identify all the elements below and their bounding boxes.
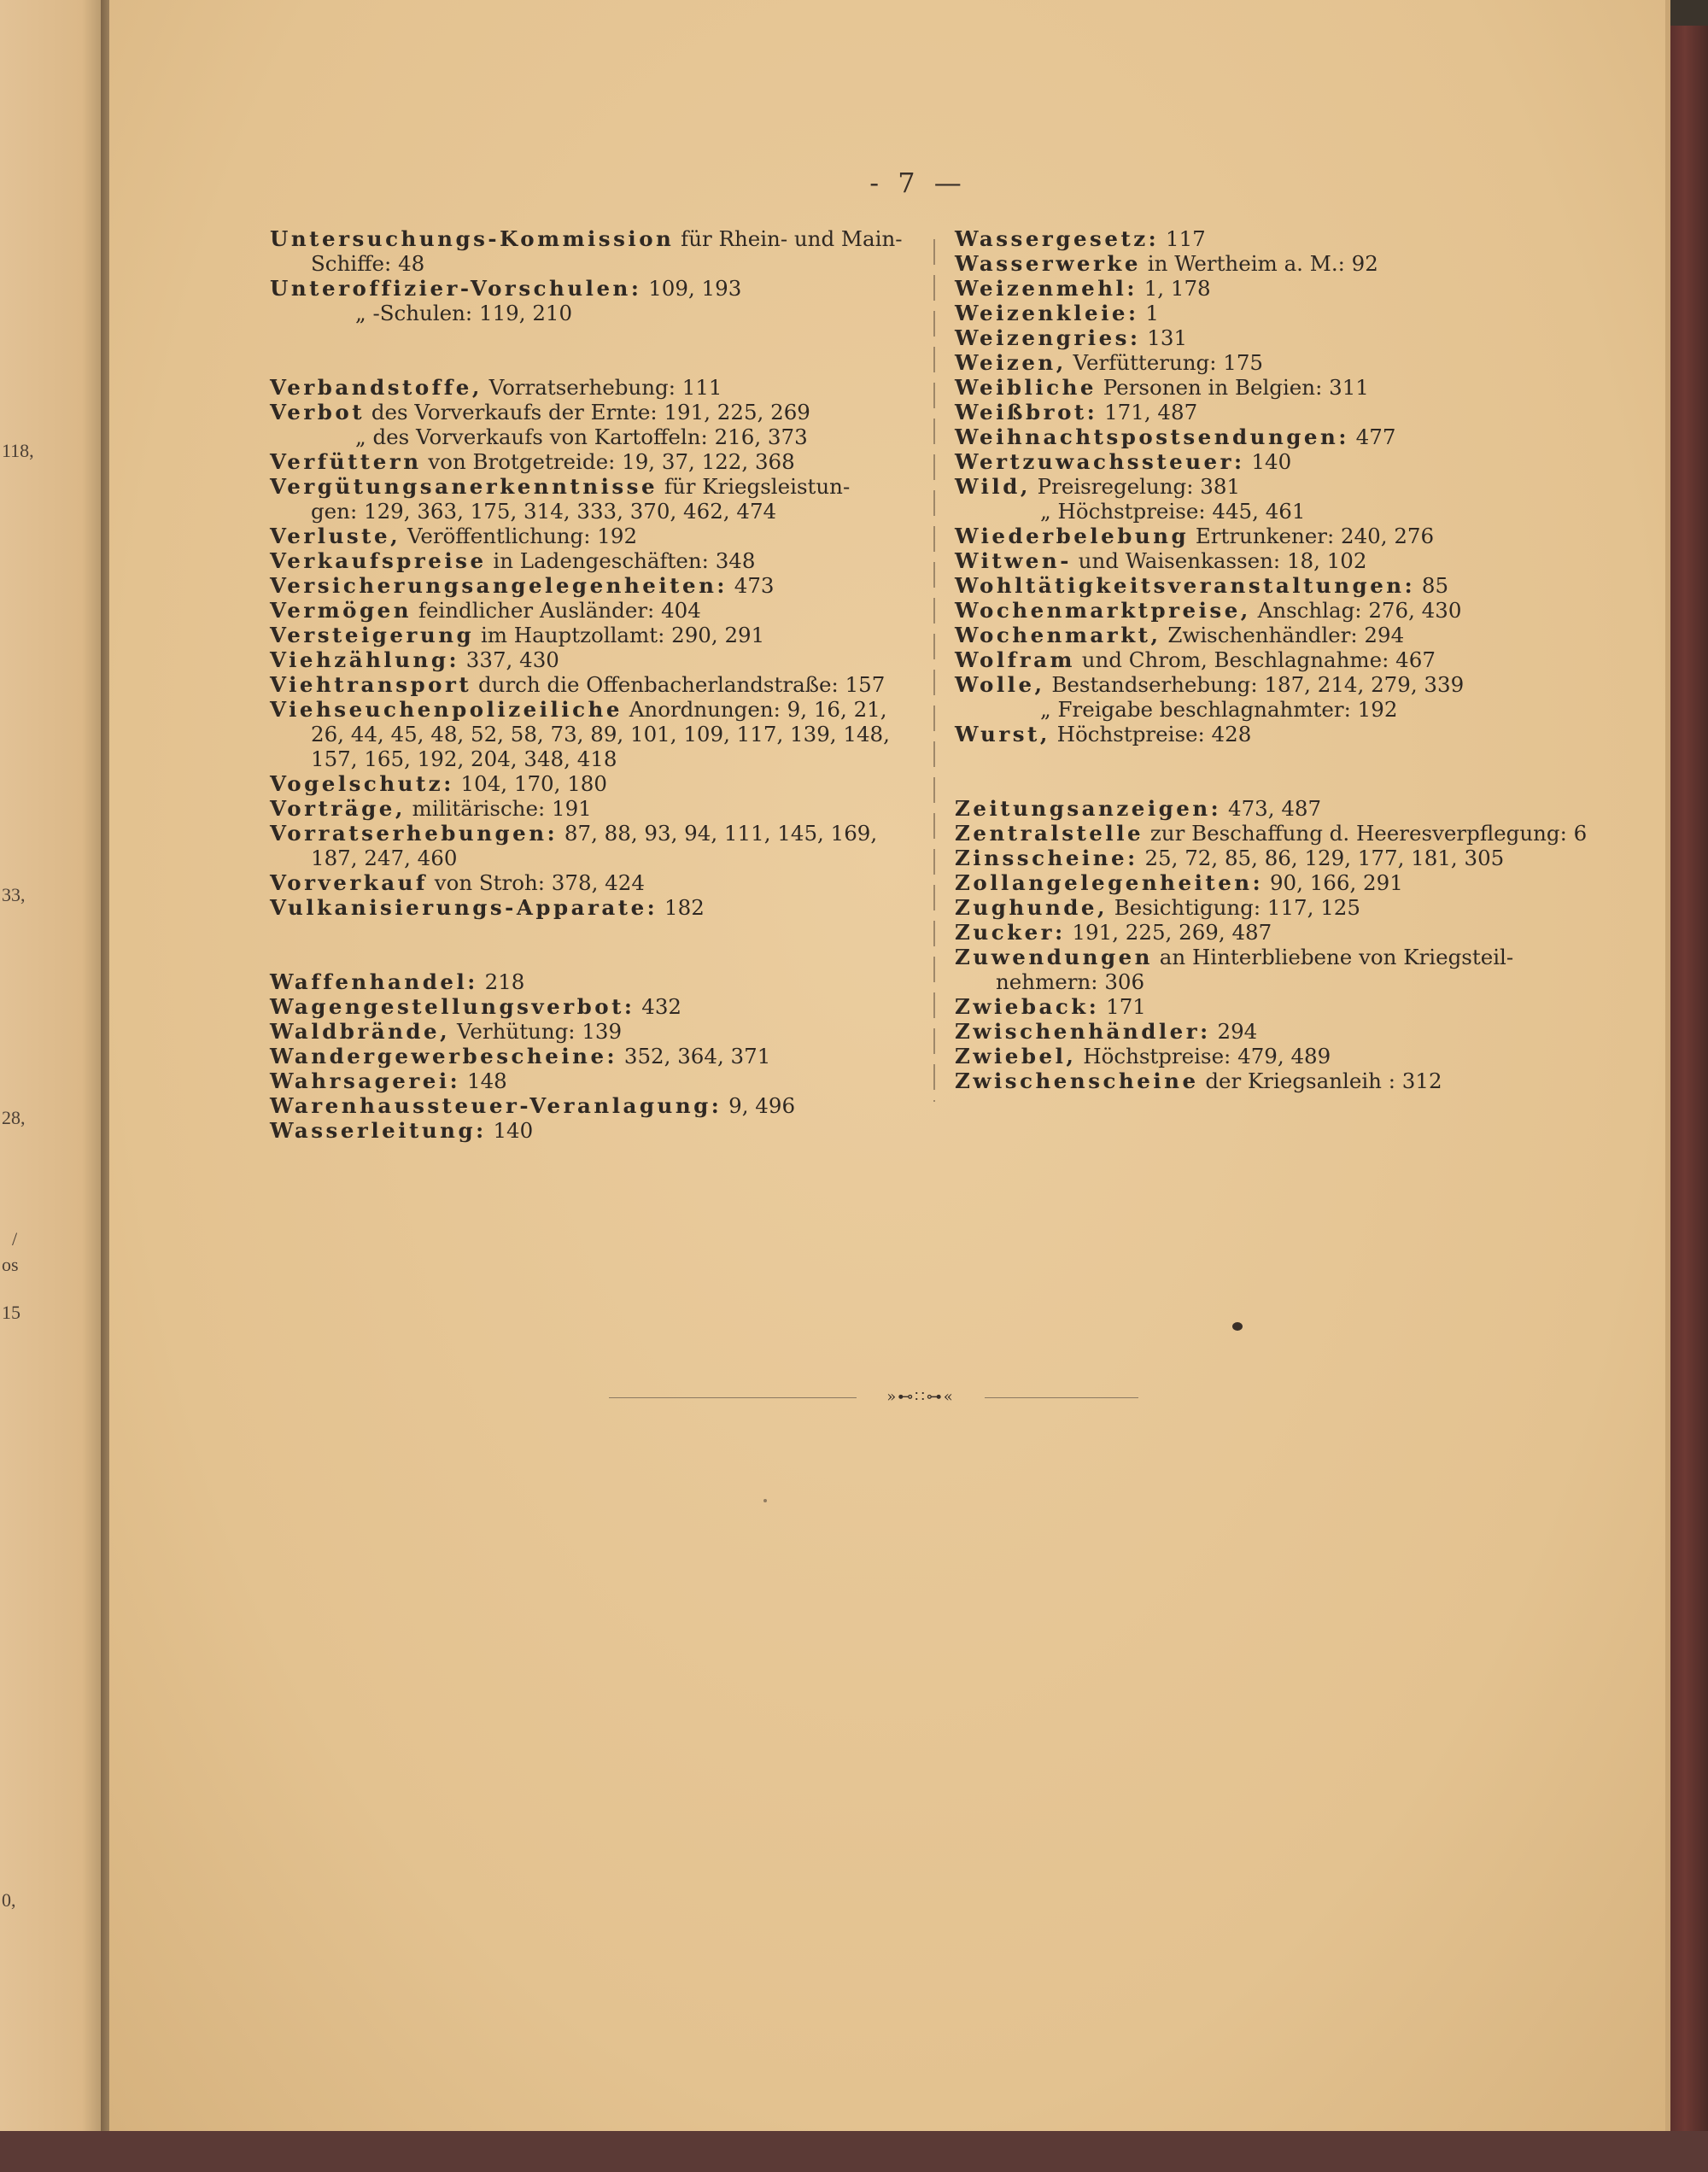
index-entry <box>955 623 1612 647</box>
entry-references: Veröffentlichung: 192 <box>401 524 638 548</box>
entry-references: der Kriegsanleih : 312 <box>1198 1068 1442 1093</box>
index-entry <box>270 1044 919 1068</box>
divider-rule-right <box>985 1397 1138 1398</box>
entry-references: Höchstpreise: 479, 489 <box>1076 1044 1331 1068</box>
index-entry-continuation <box>270 846 919 870</box>
entry-references: 131 <box>1140 325 1188 350</box>
entry-references: Verhütung: 139 <box>450 1019 623 1044</box>
index-entry <box>270 796 919 821</box>
index-entry <box>955 821 1612 846</box>
index-column-left <box>270 226 919 1143</box>
entry-references: von Brotgetreide: 19, 37, 122, 368 <box>421 449 795 474</box>
index-entry <box>270 1118 919 1143</box>
entry-references: im Hauptzollamt: 290, 291 <box>474 623 765 647</box>
index-entry <box>270 276 919 301</box>
entry-references: in Ladengeschäften: 348 <box>486 548 756 573</box>
entry-keyword: Vorträge, <box>270 796 406 821</box>
entry-references: in Wertheim a. M.: 92 <box>1141 251 1378 276</box>
prev-page-fragment: 0, <box>2 1889 16 1911</box>
index-entry <box>270 573 919 598</box>
index-entry <box>955 226 1612 251</box>
entry-references: Höchstpreise: 428 <box>1050 722 1252 746</box>
prev-page-fragment: 15 <box>2 1302 20 1323</box>
entry-references: 352, 364, 371 <box>617 1044 771 1068</box>
entry-keyword: Wochenmarkt, <box>955 623 1161 647</box>
index-entry-continuation <box>270 746 919 771</box>
entry-text: 26, 44, 45, 48, 52, 58, 73, 89, 101, 109, 117, 139, 148, <box>311 722 890 746</box>
entry-keyword: Versicherungsangelegenheiten: <box>270 573 728 598</box>
entry-references: 182 <box>658 895 705 920</box>
index-entry <box>270 1019 919 1044</box>
entry-keyword: Untersuchungs-Kommission <box>270 226 675 251</box>
index-entry <box>270 598 919 623</box>
index-entry <box>955 424 1612 449</box>
entry-references: 140 <box>486 1118 534 1143</box>
entry-keyword: Weihnachtspostsendungen: <box>955 424 1349 449</box>
entry-keyword: Weizengries: <box>955 325 1141 350</box>
index-entry <box>270 623 919 647</box>
index-entry <box>955 895 1612 920</box>
entry-keyword: Zucker: <box>955 920 1066 945</box>
index-column-right <box>955 226 1612 1093</box>
entry-references: 477 <box>1348 424 1396 449</box>
entry-keyword: Wahrsagerei: <box>270 1068 461 1093</box>
book-cover-bottom <box>0 2131 1708 2172</box>
entry-keyword: Weißbrot: <box>955 400 1098 424</box>
entry-references: durch die Offenbacherlandstraße: 157 <box>471 672 886 697</box>
entry-keyword: Weizenmehl: <box>955 276 1138 301</box>
prev-page-fragment: os <box>2 1254 19 1275</box>
entry-keyword: Verfüttern <box>270 449 422 474</box>
entry-keyword: Wasserleitung: <box>270 1118 487 1143</box>
entry-text: „ -Schulen: 119, 210 <box>355 301 573 325</box>
entry-references: des Vorverkaufs der Ernte: 191, 225, 269 <box>365 400 810 424</box>
entry-references: 85 <box>1415 573 1449 598</box>
index-entry <box>955 1044 1612 1068</box>
index-entry <box>270 375 919 400</box>
index-entry-continuation <box>955 969 1612 994</box>
index-subentry <box>955 499 1612 524</box>
entry-references: 171, 487 <box>1097 400 1198 424</box>
entry-keyword: Warenhaussteuer-Veranlagung: <box>270 1093 722 1118</box>
entry-references: und Chrom, Beschlagnahme: 467 <box>1074 647 1436 672</box>
entry-references: 140 <box>1244 449 1292 474</box>
entry-keyword: Wild, <box>955 474 1031 499</box>
index-entry <box>955 548 1612 573</box>
entry-references: 218 <box>477 969 525 994</box>
entry-keyword: Zeitungsanzeigen: <box>955 796 1222 821</box>
entry-references: Vorratserhebung: 111 <box>482 375 722 400</box>
entry-keyword: Wolfram <box>955 647 1075 672</box>
entry-references: 25, 72, 85, 86, 129, 177, 181, 305 <box>1138 846 1505 870</box>
entry-references: zur Beschaffung d. Heeresverpflegung: 6 <box>1144 821 1588 846</box>
entry-references: Personen in Belgien: 311 <box>1096 375 1369 400</box>
entry-keyword: Vergütungsanerkenntnisse <box>270 474 658 499</box>
index-entry <box>955 301 1612 325</box>
index-entry <box>270 1068 919 1093</box>
entry-keyword: Zwiebel, <box>955 1044 1077 1068</box>
entry-keyword: Zughunde, <box>955 895 1108 920</box>
index-entry <box>270 1093 919 1118</box>
ornament: »⊷∷⊶« <box>886 1388 955 1406</box>
entry-text: „ Höchstpreise: 445, 461 <box>1040 499 1306 524</box>
entry-keyword: Wertzuwachssteuer: <box>955 449 1245 474</box>
entry-keyword: Viehseuchenpolizeiliche <box>270 697 623 722</box>
index-entry <box>955 251 1612 276</box>
entry-references: 432 <box>635 994 681 1019</box>
section-gap <box>270 920 919 969</box>
entry-keyword: Vorverkauf <box>270 870 428 895</box>
index-subentry <box>270 301 919 325</box>
section-gap <box>270 325 919 375</box>
entry-keyword: Weizen, <box>955 350 1067 375</box>
index-entry <box>955 920 1612 945</box>
entry-references: Anschlag: 276, 430 <box>1250 598 1462 623</box>
entry-keyword: Wochenmarktpreise, <box>955 598 1251 623</box>
entry-keyword: Witwen- <box>955 548 1072 573</box>
prev-page-fragment: 33, <box>2 884 26 905</box>
entry-keyword: Viehtransport <box>270 672 472 697</box>
entry-references: 9, 496 <box>722 1093 796 1118</box>
entry-references: Ertrunkener: 240, 276 <box>1189 524 1435 548</box>
index-entry <box>270 870 919 895</box>
entry-references: 294 <box>1210 1019 1258 1044</box>
index-entry <box>270 474 919 499</box>
entry-keyword: Zentralstelle <box>955 821 1144 846</box>
entry-keyword: Vogelschutz: <box>270 771 454 796</box>
index-entry <box>270 449 919 474</box>
index-entry <box>270 226 919 251</box>
entry-keyword: Wohltätigkeitsveranstaltungen: <box>955 573 1416 598</box>
entry-keyword: Zollangelegenheiten: <box>955 870 1264 895</box>
entry-keyword: Waldbrände, <box>270 1019 451 1044</box>
index-entry-continuation <box>270 251 919 276</box>
entry-text: 157, 165, 192, 204, 348, 418 <box>311 746 617 771</box>
entry-references: feindlicher Ausländer: 404 <box>412 598 701 623</box>
entry-references: 104, 170, 180 <box>453 771 607 796</box>
entry-keyword: Zuwendungen <box>955 945 1153 969</box>
entry-references: 148 <box>460 1068 507 1093</box>
entry-text: „ des Vorverkaufs von Kartoffeln: 216, 373 <box>355 424 808 449</box>
entry-keyword: Vulkanisierungs-Apparate: <box>270 895 658 920</box>
entry-references: 1 <box>1138 301 1159 325</box>
entry-keyword: Unteroffizier-Vorschulen: <box>270 276 642 301</box>
entry-keyword: Verbot <box>270 400 366 424</box>
entry-references: von Stroh: 378, 424 <box>427 870 645 895</box>
index-entry <box>955 350 1612 375</box>
entry-references: und Waisenkassen: 18, 102 <box>1071 548 1367 573</box>
entry-keyword: Verbandstoffe, <box>270 375 483 400</box>
index-entry <box>270 771 919 796</box>
ink-speck <box>1232 1322 1243 1331</box>
divider-rule-left <box>609 1397 857 1398</box>
entry-references: Zwischenhändler: 294 <box>1161 623 1405 647</box>
entry-text: „ Freigabe beschlagnahmter: 192 <box>1040 697 1398 722</box>
entry-keyword: Vorratserhebungen: <box>270 821 559 846</box>
index-entry <box>270 548 919 573</box>
entry-references: Besichtigung: 117, 125 <box>1108 895 1360 920</box>
entry-references: militärische: 191 <box>405 796 592 821</box>
index-entry <box>955 945 1612 969</box>
index-entry <box>955 672 1612 697</box>
index-entry <box>270 400 919 424</box>
index-entry <box>955 524 1612 548</box>
index-subentry <box>955 697 1612 722</box>
index-entry <box>270 672 919 697</box>
entry-references: Preisregelung: 381 <box>1030 474 1241 499</box>
entry-keyword: Waffenhandel: <box>270 969 478 994</box>
prev-page-fragment: 118, <box>2 440 34 461</box>
index-entry <box>955 276 1612 301</box>
index-entry <box>270 647 919 672</box>
entry-keyword: Wandergewerbescheine: <box>270 1044 618 1068</box>
index-entry <box>955 598 1612 623</box>
entry-keyword: Verkaufspreise <box>270 548 487 573</box>
entry-keyword: Zwieback: <box>955 994 1100 1019</box>
entry-keyword: Zinsscheine: <box>955 846 1138 870</box>
index-entry <box>270 697 919 722</box>
index-entry <box>270 524 919 548</box>
index-entry <box>270 821 919 846</box>
entry-keyword: Wagengestellungsverbot: <box>270 994 635 1019</box>
index-entry <box>955 375 1612 400</box>
index-entry <box>955 870 1612 895</box>
prev-page-fragment: / <box>12 1228 18 1250</box>
entry-keyword: Weibliche <box>955 375 1097 400</box>
index-entry <box>270 895 919 920</box>
entry-references: 473, 487 <box>1221 796 1322 821</box>
entry-keyword: Wurst, <box>955 722 1050 746</box>
index-subentry <box>270 424 919 449</box>
index-entry-continuation <box>270 722 919 746</box>
index-entry-continuation <box>270 499 919 524</box>
entry-references: 171 <box>1099 994 1146 1019</box>
entry-references: 1, 178 <box>1137 276 1211 301</box>
index-entry <box>955 846 1612 870</box>
index-page <box>109 0 1670 2131</box>
entry-references: 87, 88, 93, 94, 111, 145, 169, <box>558 821 878 846</box>
index-entry <box>955 400 1612 424</box>
previous-page-edge <box>0 0 102 2131</box>
entry-keyword: Wolle, <box>955 672 1045 697</box>
index-entry <box>955 1019 1612 1044</box>
entry-references: 117 <box>1159 226 1206 251</box>
index-entry <box>955 647 1612 672</box>
entry-keyword: Wiederbelebung <box>955 524 1190 548</box>
index-entry <box>955 325 1612 350</box>
index-entry <box>955 1068 1612 1093</box>
entry-text: Schiffe: 48 <box>311 251 425 276</box>
index-entry <box>955 994 1612 1019</box>
index-entry <box>955 796 1612 821</box>
index-entry <box>955 573 1612 598</box>
ink-speck <box>763 1499 767 1502</box>
index-entry <box>955 449 1612 474</box>
entry-references: an Hinterbliebene von Kriegsteil- <box>1152 945 1514 969</box>
entry-references: Bestandserhebung: 187, 214, 279, 339 <box>1044 672 1465 697</box>
entry-references: für Kriegsleistun- <box>658 474 851 499</box>
entry-references: 90, 166, 291 <box>1263 870 1403 895</box>
entry-references: 337, 430 <box>459 647 559 672</box>
index-entry <box>270 994 919 1019</box>
entry-keyword: Zwischenhändler: <box>955 1019 1211 1044</box>
page-number: - 7 — <box>869 167 967 199</box>
entry-keyword: Wassergesetz: <box>955 226 1160 251</box>
entry-keyword: Wasserwerke <box>955 251 1141 276</box>
section-gap <box>955 746 1612 796</box>
entry-references: für Rhein- und Main- <box>674 226 903 251</box>
index-entry <box>270 969 919 994</box>
entry-keyword: Viehzählung: <box>270 647 459 672</box>
entry-references: 191, 225, 269, 487 <box>1065 920 1272 945</box>
book-cover-edge <box>1670 26 1708 2172</box>
entry-references: Anordnungen: 9, 16, 21, <box>622 697 887 722</box>
entry-references: 109, 193 <box>641 276 742 301</box>
entry-references: Verfütterung: 175 <box>1066 350 1264 375</box>
entry-keyword: Vermögen <box>270 598 412 623</box>
index-entry <box>955 474 1612 499</box>
prev-page-fragment: 28, <box>2 1107 26 1128</box>
entry-text: nehmern: 306 <box>996 969 1145 994</box>
entry-keyword: Weizenkleie: <box>955 301 1139 325</box>
entry-references: 473 <box>727 573 775 598</box>
entry-keyword: Zwischenscheine <box>955 1068 1199 1093</box>
column-separator <box>933 239 935 1102</box>
entry-keyword: Versteigerung <box>270 623 475 647</box>
entry-text: gen: 129, 363, 175, 314, 333, 370, 462, 474 <box>311 499 777 524</box>
entry-keyword: Verluste, <box>270 524 401 548</box>
index-entry <box>955 722 1612 746</box>
entry-text: 187, 247, 460 <box>311 846 458 870</box>
